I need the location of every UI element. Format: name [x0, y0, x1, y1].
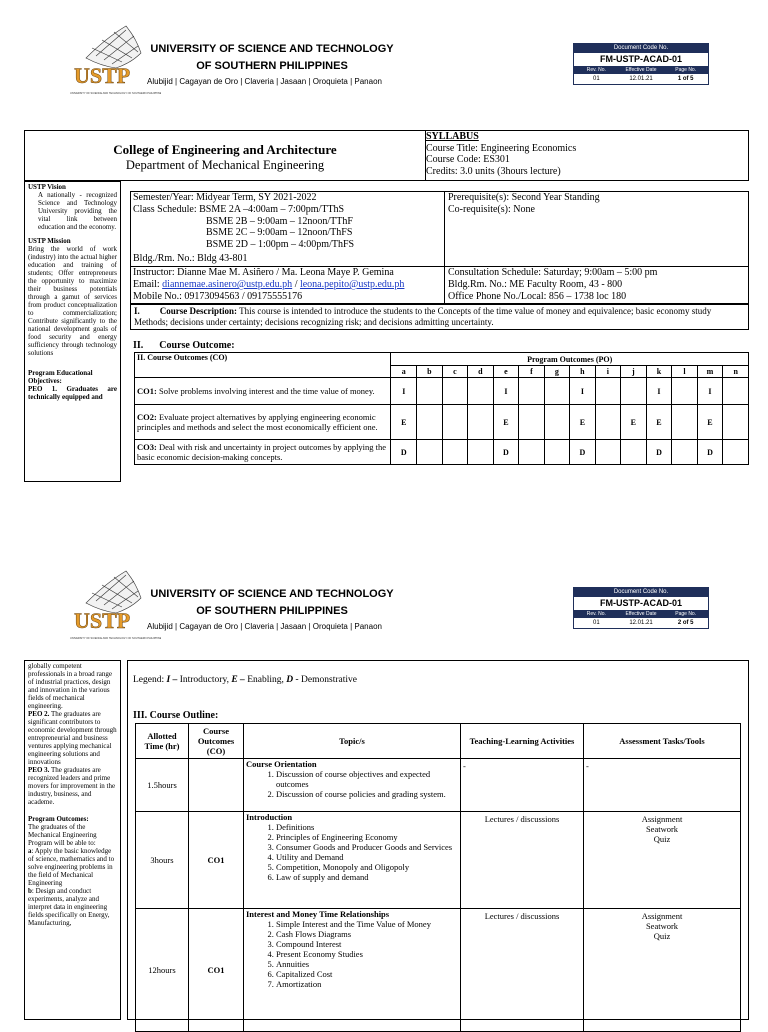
topic-item: 3. Compound Interest [276, 939, 458, 949]
mobile-number: Mobile No.: 09173094563 / 09175555176 [133, 291, 303, 302]
po-mark [672, 440, 697, 465]
po-a-text: : Apply the basic knowledge of science, mathematics and to solve engineering problems in the field of Mechanical Engineering [28, 847, 115, 887]
topic-item: 4. Present Economy Studies [276, 949, 458, 959]
course-outcome: CO1 [189, 909, 244, 1032]
topic-item: 2. Cash Flows Diagrams [276, 929, 458, 939]
po-mark [417, 405, 443, 440]
po-mark: I [391, 378, 417, 405]
po-mark [519, 405, 544, 440]
po-b-text: : Design and conduct experiments, analyze and interpret data in engineering fields specifically on Energy, Manufacturing, [28, 887, 110, 927]
po-mark [468, 378, 494, 405]
assessment-tools: - [584, 759, 741, 812]
po-mark [595, 378, 620, 405]
email-link-1[interactable]: diannemae.asinero@ustp.edu.ph [162, 279, 293, 290]
po-letter-b: b [417, 366, 443, 378]
outline-title: III. Course Outline: [133, 710, 219, 721]
co-row [135, 378, 749, 405]
topic-title: Interest and Money Time Relationships [246, 909, 390, 919]
department-name: Department of Mechanical Engineering [125, 158, 325, 172]
peo3-text: The graduates are recognized leaders and prime movers for improvement in the industry, business, and academe. [28, 766, 116, 806]
po-mark [723, 405, 749, 440]
topic-item: 6. Capitalized Cost [276, 969, 458, 979]
po-mark: D [646, 440, 672, 465]
topic-cell [244, 759, 461, 812]
course-code: Course Code: ES301 [426, 154, 510, 165]
po-mark [620, 378, 646, 405]
po-mark [672, 378, 697, 405]
po-letter-c: c [442, 366, 467, 378]
po-letter-m: m [697, 366, 723, 378]
topic-title: Course Orientation [246, 759, 317, 769]
col-allotted-time: Allotted Time (hr) [136, 724, 189, 759]
corequisites: Co-requisite(s): None [448, 203, 535, 215]
topic-cell [244, 812, 461, 909]
peo1-text: PEO 1. Graduates are technically equipped and [28, 385, 117, 401]
po-mark: E [646, 405, 672, 440]
email-line: Email: diannemae.asinero@ustp.edu.ph / leona.pepito@ustp.edu.ph [133, 279, 405, 290]
program-outcomes-table [134, 352, 749, 465]
course-title: Course Title: Engineering Economics [426, 142, 577, 154]
po-mark [519, 440, 544, 465]
po-letter-j: j [620, 366, 646, 378]
po-mark: D [570, 440, 596, 465]
svg-text:UNIVERSITY OF SCIENCE AND TECH: UNIVERSITY OF SCIENCE AND TECHNOLOGY OF SOUTHERN PHILIPPINES [70, 637, 161, 640]
course-info-block [130, 191, 749, 304]
po-mark [672, 405, 697, 440]
document-code-box: Document Code No. FM-USTP-ACAD-01 Rev. No. Effective Date Page No. 01 12.01.21 1 of 5 [573, 43, 709, 85]
topic-item: 1. Simple Interest and the Time Value of Money [276, 919, 458, 929]
po-mark [442, 440, 467, 465]
po-mark: D [493, 440, 519, 465]
syllabus-title-block [24, 130, 749, 181]
topic-item: 2. Discussion of course policies and grading system. [276, 789, 458, 799]
po-mark: D [391, 440, 417, 465]
course-description: I. Course Description: This course is intended to introduce the students to the Concepts of the time value of money and equivalence; basic economy study Methods; decisions under certainty; decisions recognizing risk; and decisions admitting uncertainty. [130, 304, 749, 330]
college-name: College of Engineering and Architecture [113, 142, 337, 157]
svg-text:USTP: USTP [74, 63, 131, 88]
po-letter-k: k [646, 366, 672, 378]
class-schedule: Class Schedule: BSME 2A –4:00am – 7:00pm/TThS [133, 203, 345, 215]
syllabus-label: SYLLABUS [426, 131, 479, 142]
po-header: Program Outcomes (PO) [391, 353, 749, 366]
vision-title: USTP Vision [28, 183, 66, 191]
po-letter-g: g [544, 366, 569, 378]
co-description: CO3: Deal with risk and uncertainty in project outcomes by applying the basic economic decision-making concepts. [135, 440, 391, 465]
po-mark [595, 440, 620, 465]
university-name-line1-p2: UNIVERSITY OF SCIENCE AND TECHNOLOGY [150, 588, 394, 600]
col-course-outcomes: Course Outcomes (CO) [189, 724, 244, 759]
po-mark: I [570, 378, 596, 405]
po-mark: I [697, 378, 723, 405]
email-link-2[interactable]: leona.pepito@ustp.edu.ph [299, 279, 405, 290]
col-teaching-learning: Teaching-Learning Activities [461, 724, 584, 759]
consultation-schedule: Consultation Schedule: Saturday; 9:00am – 5:00 pm [448, 267, 658, 278]
po-mark [468, 440, 494, 465]
topic-item: 3. Consumer Goods and Producer Goods and Services [276, 842, 458, 852]
co-header: II. Course Outcomes (CO) [135, 353, 391, 378]
schedule-2b: BSME 2B – 9:00am – 12noon/TThF [206, 215, 353, 227]
topic-item: 4. Utility and Demand [276, 852, 458, 862]
po-mark [442, 378, 467, 405]
course-outline-block [127, 660, 749, 1020]
rev-number: 01 [592, 76, 600, 82]
vision-text: A nationally - recognized Science and Technology University providing the vital link between education and the economy. [38, 191, 117, 231]
po-mark: E [493, 405, 519, 440]
col-assessment: Assessment Tasks/Tools [584, 724, 741, 759]
po-mark [544, 440, 569, 465]
po-mark [595, 405, 620, 440]
po-mark: E [620, 405, 646, 440]
svg-text:UNIVERSITY OF SCIENCE AND TECH: UNIVERSITY OF SCIENCE AND TECHNOLOGY OF SOUTHERN PHILIPPINES [70, 92, 161, 95]
effective-date: 12.01.21 [629, 76, 653, 82]
university-name-line1: UNIVERSITY OF SCIENCE AND TECHNOLOGY [150, 43, 394, 55]
semester-year: Semester/Year: Midyear Term, SY 2021-2022 [133, 192, 317, 203]
course-outcome: CO1 [189, 812, 244, 909]
po-letter-l: l [672, 366, 697, 378]
po-mark: I [646, 378, 672, 405]
topic-item: 7. Amortization [276, 979, 458, 989]
po-letter-i: i [595, 366, 620, 378]
po-mark [519, 378, 544, 405]
col-topics: Topic/s [244, 724, 461, 759]
course-outcome [189, 759, 244, 812]
po-mark [544, 378, 569, 405]
mission-title: USTP Mission [28, 237, 71, 245]
po-letter-d: d [468, 366, 494, 378]
po-mark [544, 405, 569, 440]
assessment-tools: Assignment Seatwork Quiz [584, 909, 741, 1032]
po-mark [417, 378, 443, 405]
po-letter-h: h [570, 366, 596, 378]
topic-item: 1. Definitions [276, 822, 458, 832]
campus-list-p2: Alubijid | Cagayan de Oro | Claveria | Jasaan | Oroquieta | Panaon [147, 622, 382, 631]
office-phone: Office Phone No./Local: 856 – 1738 loc 180 [448, 291, 627, 302]
teaching-activity: Lectures / discussions [461, 909, 584, 1032]
assessment-tools: Assignment Seatwork Quiz [584, 812, 741, 909]
po-letter-a: a [391, 366, 417, 378]
topic-item: 2. Principles of Engineering Economy [276, 832, 458, 842]
program-outcomes-intro: The graduates of the Mechanical Engineering Program will be able to: [28, 823, 97, 847]
svg-text:USTP: USTP [74, 608, 131, 633]
po-letter-e: e [493, 366, 519, 378]
page-number-p2: 2 of 5 [677, 620, 694, 626]
po-mark: D [697, 440, 723, 465]
allotted-time: 12hours [136, 909, 189, 1032]
program-outcomes-title: Program Outcomes: [28, 815, 89, 823]
mission-text: Bring the world of work (industry) into the actual higher education and training of students; Offer entrepreneurs the opportunity to maximize their business potentials through a gamut of services from product conceptualization to commercialization; Contribute significantly to the national development goals of food security and energy sufficiency through technology solutions [28, 245, 117, 357]
campus-list: Alubijid | Cagayan de Oro | Claveria | Jasaan | Oroquieta | Panaon [147, 77, 382, 86]
university-name-line2: OF SOUTHERN PHILIPPINES [196, 60, 348, 72]
topic-title: Introduction [246, 812, 293, 822]
topic-item: 5. Competition, Monopoly and Oligopoly [276, 862, 458, 872]
co-description: CO1: Solve problems involving interest and the time value of money. [135, 378, 391, 405]
outline-row [136, 909, 741, 1032]
allotted-time: 1.5hours [136, 759, 189, 812]
outline-row [136, 812, 741, 909]
peo2-text: The graduates are significant contributors to economic development through entrepreneurial and business ventures applying mechanical engineering solutions and innovations [28, 710, 117, 766]
document-code-box-p2: Document Code No. FM-USTP-ACAD-01 Rev. No. Effective Date Page No. 01 12.01.21 2 of 5 [573, 587, 709, 629]
po-mark [417, 440, 443, 465]
room-number: Bldg./Rm. No.: Bldg 43-801 [133, 252, 248, 264]
po-mark: E [570, 405, 596, 440]
po-letter-f: f [519, 366, 544, 378]
schedule-2c: BSME 2C – 9:00am – 12noon/ThFS [206, 227, 353, 239]
doc-code: FM-USTP-ACAD-01 [600, 54, 682, 64]
po-mark [468, 405, 494, 440]
legend: Legend: I – Introductory, E – Enabling, D - Demonstrative [133, 675, 357, 685]
teaching-activity: Lectures / discussions [461, 812, 584, 909]
course-outline-table [135, 723, 741, 1032]
allotted-time: 3hours [136, 812, 189, 909]
university-name-line2-p2: OF SOUTHERN PHILIPPINES [196, 605, 348, 617]
prerequisites: Prerequisite(s): Second Year Standing [448, 192, 600, 203]
co-description: CO2: Evaluate project alternatives by applying engineering economic principles and methods and select the most economically efficient one. [135, 405, 391, 440]
po-mark: I [493, 378, 519, 405]
schedule-2d: BSME 2D – 1:00pm – 4:00pm/ThFS [206, 239, 355, 251]
topic-item: 5. Annuities [276, 959, 458, 969]
peo-sidebar-page2: globally competent professionals in a broad range of industrial practices, design and innovation in the various fields of mechanical engineering. PEO 2. The graduates are significant contributors to economic development through entrepreneurial and business ventures applying mechanical engineering solutions and innovations PEO 3. The graduates are recognized leaders and prime movers for improvement in the industry, business, and academe. Program Outcomes: The graduates of the Mechanical Engineering Program will be able to: a: Apply the basic knowledge of science, mathematics and to solve engineering problems in the field of Mechanical Engineering b: Design and conduct experiments, analyze and interpret data in engineering fields specifically on Energy, Manufacturing, [24, 660, 121, 1020]
po-letter-n: n [723, 366, 749, 378]
peo-title: Program Educational Objectives: [28, 369, 93, 385]
course-outcome-heading: II. Course Outcome: [133, 340, 235, 351]
po-mark [620, 440, 646, 465]
teaching-activity: - [461, 759, 584, 812]
po-mark: E [391, 405, 417, 440]
po-mark [723, 378, 749, 405]
co-row [135, 440, 749, 465]
po-mark [442, 405, 467, 440]
instructor: Instructor: Dianne Mae M. Asiñero / Ma. Leona Maye P. Gemina [133, 267, 394, 278]
topic-cell [244, 909, 461, 1032]
topic-item: 6. Law of supply and demand [276, 872, 458, 882]
outline-row [136, 759, 741, 812]
topic-item: 1. Discussion of course objectives and expected outcomes [276, 769, 458, 789]
faculty-room: Bldg.Rm. No.: ME Faculty Room, 43 - 800 [448, 279, 623, 290]
doc-code-label: Document Code No. [574, 44, 708, 53]
page-number: 1 of 5 [677, 76, 694, 82]
vision-mission-sidebar [24, 181, 121, 482]
po-mark: E [697, 405, 723, 440]
course-credits: Credits: 3.0 units (3hours lecture) [426, 165, 561, 177]
co-row [135, 405, 749, 440]
peo1-continued: globally competent professionals in a broad range of industrial practices, design and innovation in the various fields of mechanical engineering. [28, 662, 112, 710]
po-mark [723, 440, 749, 465]
